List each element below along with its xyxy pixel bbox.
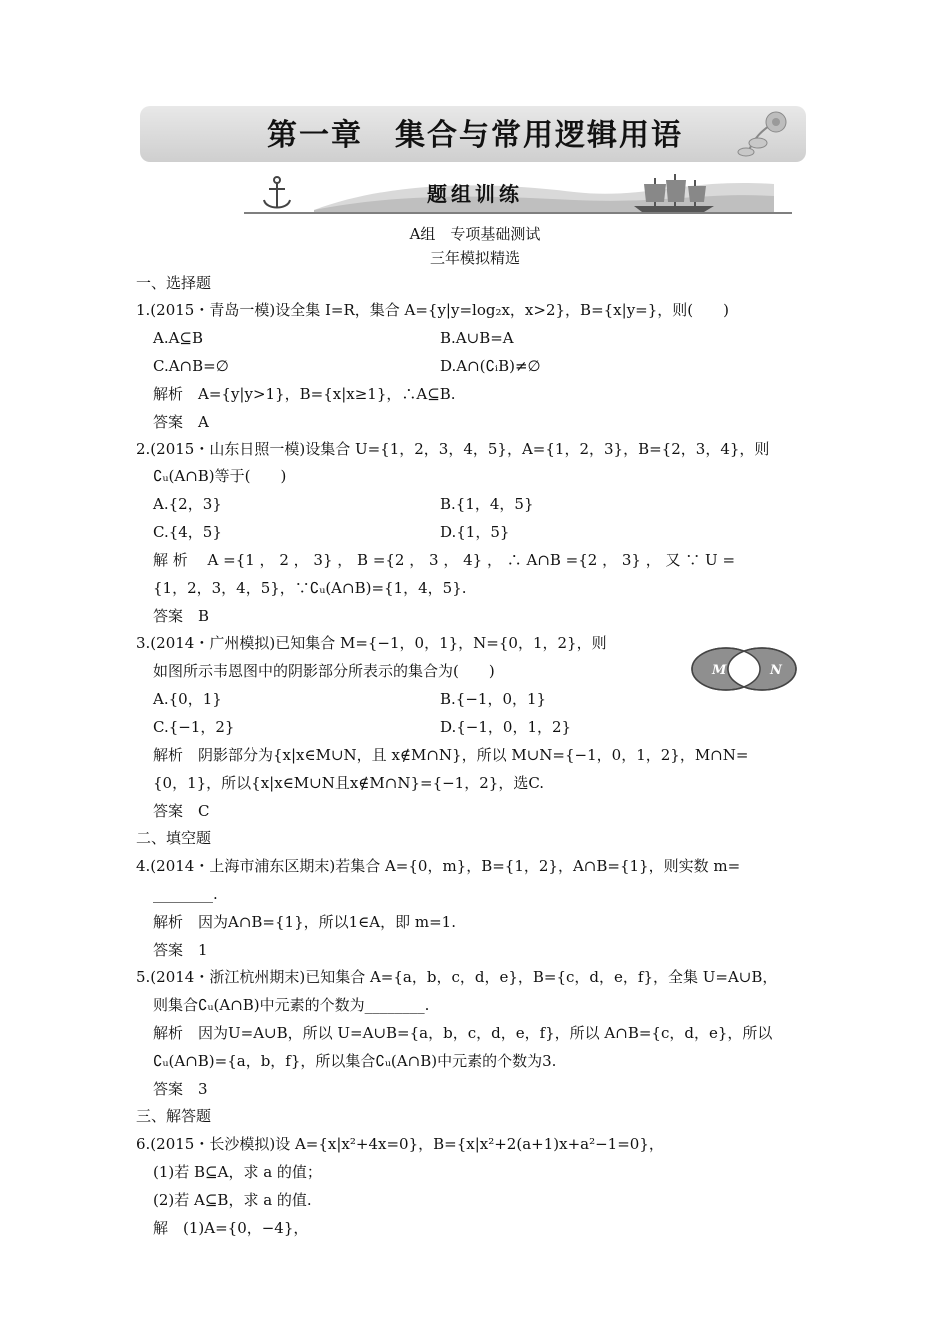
question-3-answer: 答案 C [153, 802, 210, 820]
question-5-analysis: 解析 因为U=A∪B，所以 U=A∪B={a，b，c，d，e，f}，所以 A∩B={c，d，e}，所以 [153, 1024, 773, 1042]
question-3-option-c: C.{−1，2} [153, 718, 235, 736]
question-2-answer: 答案 B [153, 607, 210, 625]
question-4-stem: 4.(2014・上海市浦东区期末)若集合 A={0，m}，B={1，2}，A∩B={1}，则实数 m= [136, 857, 741, 875]
chapter-title: 第一章 集合与常用逻辑用语 [267, 118, 683, 153]
question-3-stem: 3.(2014・广州模拟)已知集合 M={−1，0，1}，N={0，1，2}，则 [136, 634, 607, 652]
question-2-analysis: 解 析 A ={1 ， 2 ， 3} ， B ={2 ， 3 ， 4} ， ∴ A∩B ={2 ， 3} ， 又 ∵ U = [153, 551, 736, 569]
question-2-analysis-cont: {1，2，3，4，5}，∵∁ᵤ(A∩B)={1，4，5}. [153, 579, 467, 597]
question-1-option-a: A.A⊆B [153, 329, 204, 347]
question-1-option-b: B.A∪B=A [440, 329, 514, 347]
question-2-stem: 2.(2015・山东日照一模)设集合 U={1，2，3，4，5}，A={1，2，3}，B={2，3，4}，则 [136, 440, 770, 458]
question-2-option-c: C.{4，5} [153, 523, 222, 541]
ship-icon [634, 174, 714, 212]
question-1-answer: 答案 A [153, 413, 209, 431]
question-4-analysis: 解析 因为A∩B={1}，所以1∈A，即 m=1. [153, 913, 456, 931]
venn-label-n: N [770, 663, 782, 678]
question-2-option-b: B.{1，4，5} [440, 495, 534, 513]
question-3-analysis-cont: {0，1}，所以{x|x∈M∪N且x∉M∩N}={−1，2}，选C. [153, 774, 545, 792]
question-6-part-1: (1)若 B⊆A，求 a 的值； [153, 1163, 322, 1181]
question-1-analysis: 解析 A={y|y>1}，B={x|x≥1}，∴A⊆B. [153, 385, 456, 403]
question-3-stem-cont: 如图所示韦恩图中的阴影部分所表示的集合为( ) [153, 662, 495, 680]
section-banner-title: 题组训练 [427, 182, 523, 206]
venn-label-m: M [712, 663, 727, 678]
question-2-stem-cont: ∁ᵤ(A∩B)等于( ) [153, 467, 287, 485]
question-2-option-a: A.{2，3} [153, 495, 222, 513]
section-heading: 二、填空题 [136, 829, 212, 847]
question-1-stem: 1.(2015・青岛一模)设全集 I=R，集合 A={y|y=log₂x，x>2}，B={x|y=}，则( ) [136, 301, 729, 319]
question-4-blank: ________. [153, 885, 218, 903]
question-3-analysis: 解析 阴影部分为{x|x∈M∪N，且 x∉M∩N}，所以 M∪N={−1，0，1，2}，M∩N= [153, 746, 749, 764]
question-3-option-a: A.{0，1} [153, 690, 222, 708]
question-3-option-d: D.{−1，0，1，2} [440, 718, 572, 736]
flower-decoration [728, 108, 798, 160]
question-6-part-2: (2)若 A⊆B，求 a 的值. [153, 1191, 312, 1209]
question-6-solution: 解 (1)A={0，−4}， [153, 1219, 309, 1237]
question-6-stem: 6.(2015・长沙模拟)设 A={x|x²+4x=0}，B={x|x²+2(a+1)x+a²−1=0}， [136, 1135, 664, 1153]
subgroup-label: 三年模拟精选 [429, 249, 520, 267]
question-5-stem: 5.(2014・浙江杭州期末)已知集合 A={a，b，c，d，e}，B={c，d，e，f}，全集 U=A∪B， [136, 968, 778, 986]
question-3-option-b: B.{−1，0，1} [440, 690, 547, 708]
question-1-option-c: C.A∩B=∅ [153, 357, 229, 375]
question-2-option-d: D.{1，5} [440, 523, 510, 541]
question-5-analysis-cont: ∁ᵤ(A∩B)={a，b，f}，所以集合∁ᵤ(A∩B)中元素的个数为3. [153, 1052, 557, 1070]
venn-diagram [690, 646, 798, 692]
section-heading: 三、解答题 [136, 1107, 212, 1125]
question-5-stem-cont: 则集合∁ᵤ(A∩B)中元素的个数为________. [153, 996, 430, 1014]
question-5-answer: 答案 3 [153, 1080, 208, 1098]
question-4-answer: 答案 1 [153, 941, 208, 959]
question-1-option-d: D.A∩(∁ᵢB)≠∅ [440, 357, 541, 375]
group-label: A组 专项基础测试 [409, 225, 541, 243]
anchor-icon [264, 177, 290, 208]
section-heading: 一、选择题 [136, 274, 212, 292]
